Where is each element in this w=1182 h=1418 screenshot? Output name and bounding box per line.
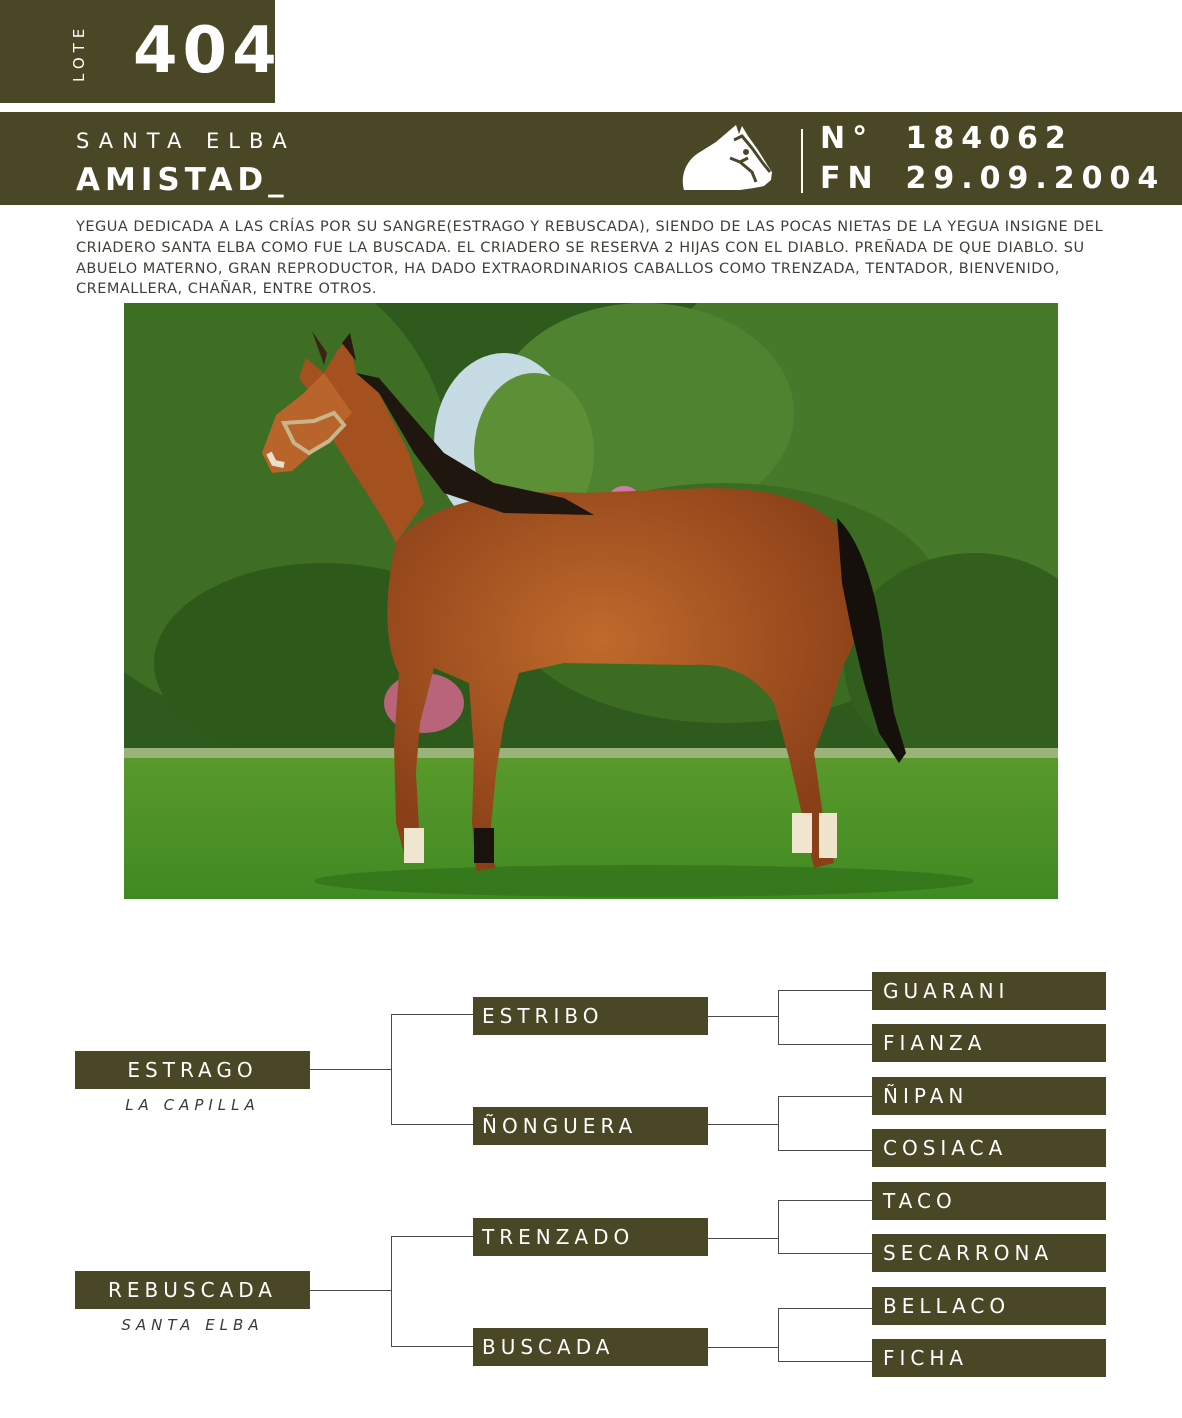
pedigree-dam: [75, 1271, 310, 1309]
pedigree-connector: [708, 1238, 778, 1239]
lot-box: [0, 0, 282, 103]
lot-label: LOTE: [70, 23, 88, 83]
pedigree-dam-breeder: SANTA ELBA: [121, 1316, 264, 1334]
pedigree-connector: [778, 1308, 779, 1361]
pedigree-connector: [391, 1346, 473, 1347]
pedigree-ancestor: [872, 1024, 1106, 1062]
pedigree-connector: [778, 1308, 872, 1309]
lot-number: 404: [133, 14, 282, 88]
birth-date: [820, 161, 1165, 197]
pedigree-connector: [778, 1096, 779, 1150]
pedigree-ancestor: [872, 1234, 1106, 1272]
pedigree-connector: [310, 1290, 391, 1291]
pedigree-connector: [391, 1236, 473, 1237]
pedigree-connector: [310, 1069, 391, 1070]
pedigree-connector: [708, 1124, 778, 1125]
pedigree-connector: [778, 1253, 872, 1254]
pedigree-ancestor-name: ÑIPAN: [883, 1084, 969, 1108]
header-divider: [801, 129, 803, 193]
horse-head-icon: [678, 122, 774, 194]
pedigree-ancestor: [872, 1077, 1106, 1115]
birth-date-label: FN: [820, 161, 880, 196]
registration-label: N°: [820, 121, 875, 156]
pedigree-paternal-granddam-name: ÑONGUERA: [482, 1114, 638, 1138]
pedigree-ancestor-name: COSIACA: [883, 1136, 1008, 1160]
pedigree-connector: [778, 990, 779, 1044]
pedigree-maternal-grandsire-name: TRENZADO: [482, 1225, 635, 1249]
pedigree-sire-name: ESTRAGO: [127, 1058, 258, 1082]
pedigree-connector: [778, 990, 872, 991]
horse-photo: [124, 303, 1058, 899]
pedigree-maternal-granddam: [473, 1328, 708, 1366]
header-bar: [0, 112, 1182, 205]
pedigree-paternal-grandsire: [473, 997, 708, 1035]
pedigree-connector: [391, 1014, 392, 1124]
pedigree-ancestor: [872, 1287, 1106, 1325]
registration-number: [820, 121, 1073, 157]
pedigree-paternal-grandsire-name: ESTRIBO: [482, 1004, 604, 1028]
pedigree-connector: [778, 1200, 779, 1253]
pedigree-ancestor: [872, 1339, 1106, 1377]
pedigree-sire-breeder: LA CAPILLA: [125, 1096, 260, 1114]
pedigree-ancestor-name: FICHA: [883, 1346, 969, 1370]
breeder-name: SANTA ELBA: [76, 129, 296, 153]
pedigree-connector: [778, 1044, 872, 1045]
pedigree-connector: [778, 1096, 872, 1097]
birth-date-value: 29.09.2004: [905, 161, 1166, 196]
horse-description: YEGUA DEDICADA A LAS CRÍAS POR SU SANGRE(ESTRAGO Y REBUSCADA), SIENDO DE LAS POCAS NIETAS DE LA YEGUA INSIGNE DEL CRIADERO SANTA ELBA COMO FUE LA BUSCADA. EL CRIADERO SE RESERVA 2 HIJAS CON EL DIABLO. PREÑADA DE QUE DIABLO. SU ABUELO MATERNO, GRAN REPRODUCTOR, HA DADO EXTRAORDINARIOS CABALLOS COMO TRENZADA, TENTADOR, BIENVENIDO, CREMALLERA, CHAÑAR, ENTRE OTROS.: [76, 219, 1104, 298]
pedigree-connector: [391, 1236, 392, 1346]
pedigree-ancestor: [872, 1129, 1106, 1167]
pedigree-dam-name: REBUSCADA: [108, 1278, 277, 1302]
pedigree-ancestor: [872, 1182, 1106, 1220]
pedigree-ancestor-name: BELLACO: [883, 1294, 1011, 1318]
pedigree-ancestor-name: TACO: [883, 1189, 957, 1213]
pedigree-paternal-granddam: [473, 1107, 708, 1145]
pedigree-ancestor-name: FIANZA: [883, 1031, 987, 1055]
pedigree-connector: [391, 1014, 473, 1015]
horse-name: AMISTAD_: [76, 162, 289, 198]
pedigree-maternal-granddam-name: BUSCADA: [482, 1335, 615, 1359]
pedigree-connector: [708, 1016, 778, 1017]
pedigree-connector: [391, 1124, 473, 1125]
pedigree-ancestor-name: GUARANI: [883, 979, 1010, 1003]
pedigree-connector: [778, 1200, 872, 1201]
pedigree-connector: [778, 1150, 872, 1151]
pedigree-connector: [778, 1361, 872, 1362]
pedigree-maternal-grandsire: [473, 1218, 708, 1256]
pedigree-ancestor: [872, 972, 1106, 1010]
pedigree-ancestor-name: SECARRONA: [883, 1241, 1054, 1265]
pedigree-connector: [708, 1347, 778, 1348]
registration-value: 184062: [905, 121, 1073, 156]
pedigree-sire: [75, 1051, 310, 1089]
